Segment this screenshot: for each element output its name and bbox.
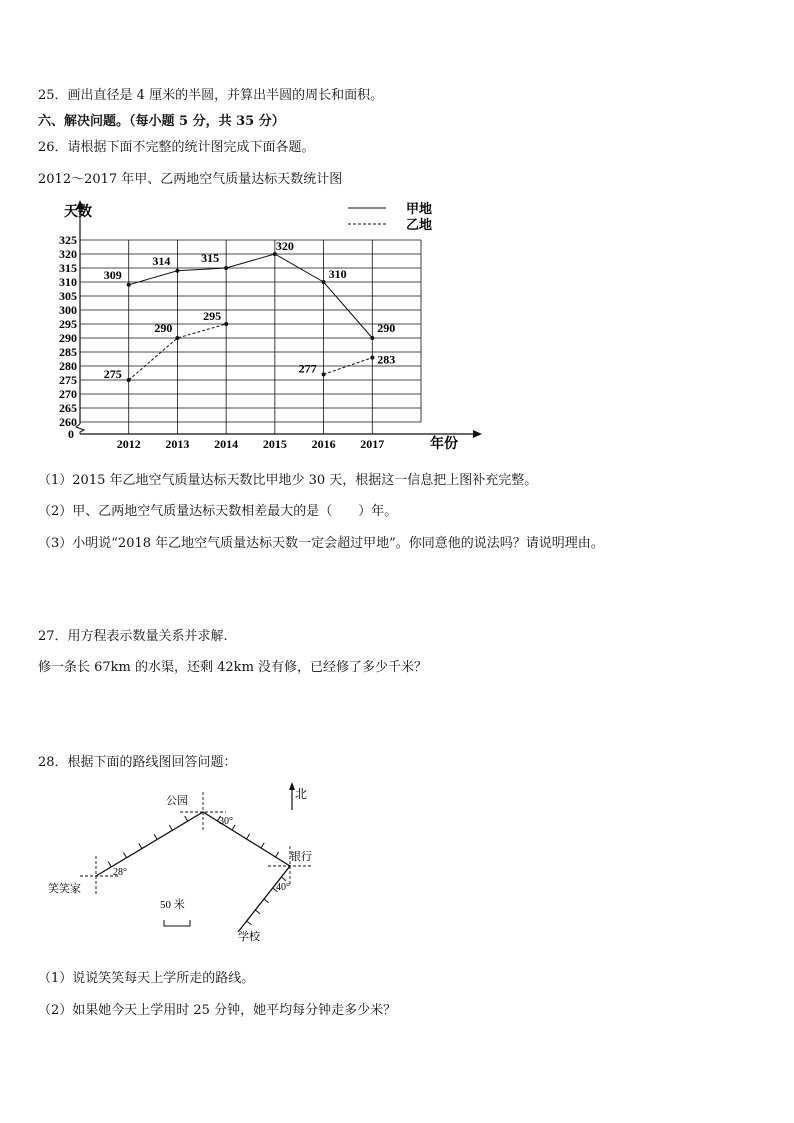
school-label: 学校: [238, 931, 260, 943]
data-point: [370, 336, 374, 340]
y-tick-label: 315: [59, 261, 77, 275]
y-tick-label: 320: [59, 247, 77, 261]
data-label: 290: [154, 321, 173, 335]
route-tick: [169, 825, 172, 830]
data-point: [322, 372, 326, 376]
chart-legend: [348, 201, 432, 232]
data-label: 275: [103, 367, 122, 381]
x-axis-arrowhead-icon: [473, 430, 482, 438]
y-tick-label: 305: [59, 289, 77, 303]
route-ticks: [108, 816, 286, 925]
angle-bank: 40°: [276, 882, 290, 893]
route-tick: [276, 852, 279, 857]
route-tick: [247, 921, 252, 925]
question-26-1: （1）2015 年乙地空气质量达标天数比甲地少 30 天，根据这一信息把上图补充完整。: [38, 473, 538, 488]
data-point: [322, 280, 326, 284]
x-tick-label: 2012: [116, 437, 141, 451]
scale-label: 50 米: [160, 899, 185, 911]
line-chart: [40, 196, 500, 456]
question-26-2: （2）甲、乙两地空气质量达标天数相差最大的是（ ）年。: [38, 504, 398, 519]
route-tick: [123, 853, 126, 858]
y-tick-label: 260: [59, 415, 77, 429]
data-point: [224, 266, 228, 270]
data-label: 290: [377, 321, 396, 335]
route-tick: [255, 910, 260, 914]
data-label: 295: [203, 309, 222, 323]
route-tick: [247, 834, 250, 839]
question-28: 28．根据下面的路线图回答问题：: [38, 755, 237, 770]
data-point: [175, 336, 179, 340]
route-tick: [154, 834, 157, 839]
route-tick: [185, 816, 188, 821]
data-point: [370, 356, 374, 360]
question-28-2: （2）如果她今天上学用时 25 分钟，她平均每分钟走多少米？: [38, 1003, 397, 1018]
y-tick-label: 310: [59, 275, 77, 289]
data-point: [127, 283, 131, 287]
y-tick-label: 300: [59, 303, 77, 317]
scale-bar: [164, 920, 190, 926]
question-27: 27．用方程表示数量关系并求解.: [38, 629, 228, 644]
data-point: [224, 322, 228, 326]
route-tick: [261, 843, 264, 848]
data-label: 310: [328, 267, 347, 281]
direction-crosses: [80, 792, 312, 896]
data-point: [127, 378, 131, 382]
y-tick-label: 285: [59, 345, 77, 359]
legend-label: 甲地: [406, 201, 433, 216]
home-label: 笑笑家: [48, 883, 81, 895]
park-label: 公园: [166, 795, 188, 807]
route-tick: [264, 899, 269, 903]
chart-grid: [80, 240, 421, 434]
question-27-text: 修一条长 67km 的水渠，还剩 42km 没有修，已经修了多少千米？: [38, 660, 428, 675]
route-tick: [139, 843, 142, 848]
data-label: 283: [377, 352, 396, 367]
question-28-1: （1）说说笑笑每天上学所走的路线。: [38, 971, 255, 986]
y-tick-label: 275: [59, 373, 77, 387]
bank-label: 银行: [290, 851, 312, 863]
data-label: 277: [298, 361, 317, 376]
y-tick-label: 325: [59, 233, 77, 247]
data-label: 320: [275, 239, 294, 253]
data-label: 314: [152, 253, 171, 268]
route-map: [40, 780, 340, 950]
x-tick-label: 2016: [311, 437, 336, 451]
chart-title: 2012～2017 年甲、乙两地空气质量达标天数统计图: [38, 172, 343, 187]
legend-label: 乙地: [406, 217, 433, 232]
question-26-3: （3）小明说“2018 年乙地空气质量达标天数一定会超过甲地”。你同意他的说法吗？请说明理由。: [38, 536, 604, 551]
chart-series: [104, 239, 396, 382]
chart-axes: [59, 200, 482, 452]
y-tick-label: 290: [59, 331, 77, 345]
x-axis-label: 年份: [430, 437, 458, 452]
x-tick-label: 2017: [360, 437, 385, 451]
section-six-heading: 六、解决问题。（每小题 5 分，共 35 分）: [38, 114, 285, 129]
data-label: 309: [103, 267, 122, 282]
x-tick-label: 2015: [262, 437, 287, 451]
axis-break-icon: [76, 424, 84, 434]
y-tick-label: 280: [59, 359, 77, 373]
route-tick: [108, 862, 111, 867]
y-zero-label: 0: [68, 427, 74, 441]
y-axis-label: 天数: [64, 205, 92, 220]
y-tick-label: 295: [59, 317, 77, 331]
north-label: 北: [295, 787, 308, 801]
x-tick-label: 2014: [214, 437, 239, 451]
question-26: 26．请根据下面不完整的统计图完成下面各题。: [38, 140, 315, 155]
route-tick: [281, 877, 286, 881]
y-tick-label: 265: [59, 401, 77, 415]
question-25: 25．画出直径是 4 厘米的半圆，并算出半圆的周长和面积。: [38, 88, 384, 103]
angle-park: 30°: [219, 816, 233, 827]
angle-home: 28°: [113, 867, 127, 878]
data-label: 315: [201, 251, 220, 265]
data-point: [175, 269, 179, 273]
x-tick-label: 2013: [165, 437, 190, 451]
y-tick-label: 270: [59, 387, 77, 401]
